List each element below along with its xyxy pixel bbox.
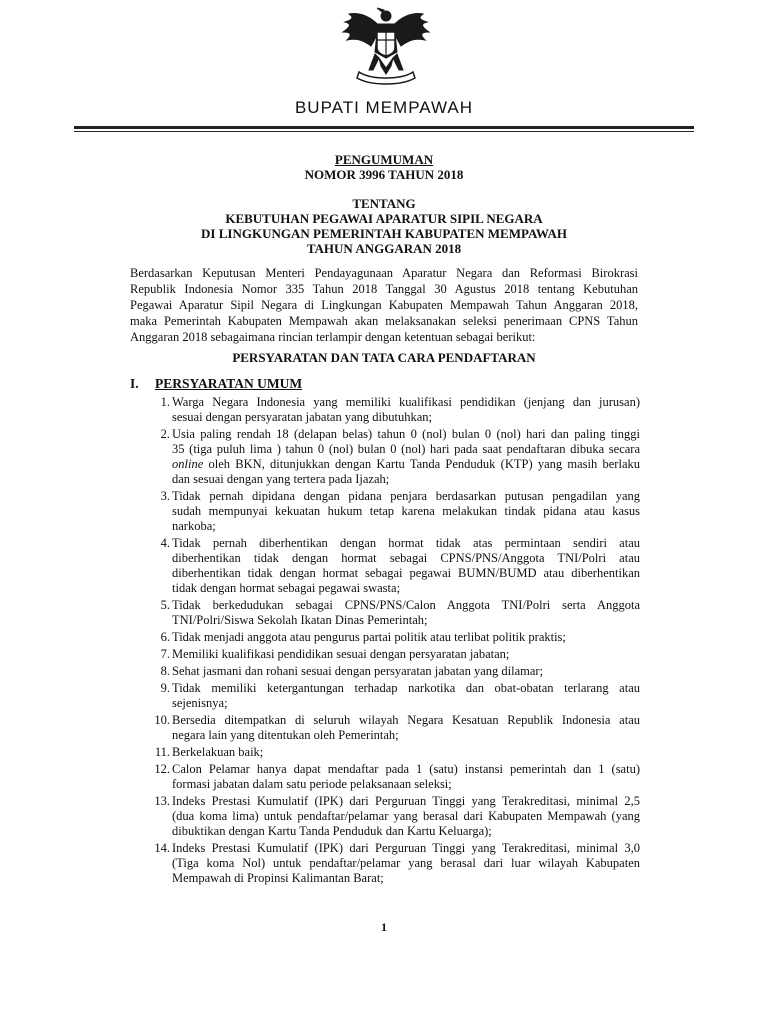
list-item-line: Indeks Prestasi Kumulatif (IPK) dari Perguruan Tinggi yang Terakreditasi, minimal 3,0 xyxy=(172,841,640,855)
requirements-list xyxy=(150,395,640,888)
list-item-line: sesuai dengan persyaratan jabatan yang dibutuhkan; xyxy=(172,410,432,424)
list-item xyxy=(150,427,640,487)
list-item-text xyxy=(172,841,640,886)
list-item xyxy=(150,745,640,760)
list-item-line: Tidak memiliki ketergantungan terhadap narkotika dan obat-obatan terlarang atau xyxy=(172,681,640,695)
list-item xyxy=(150,762,640,792)
section-roman-numeral: I. xyxy=(130,376,139,391)
list-item-text xyxy=(172,427,640,487)
list-item-line: Usia paling rendah 18 (delapan belas) tahun 0 (nol) bulan 0 (nol) hari dan paling tinggi xyxy=(172,427,640,441)
intro-line: Pegawai Aparatur Sipil Negara di Lingkungan Kabupaten Mempawah Tahun Anggaran 2018, xyxy=(130,298,638,312)
list-item xyxy=(150,647,640,662)
list-item-line: Tidak berkedudukan sebagai CPNS/PNS/Calon Anggota TNI/Polri serta Anggota xyxy=(172,598,640,612)
list-item-text xyxy=(172,745,640,760)
list-item-line: formasi jabatan dalam satu periode pelaksanaan seleksi; xyxy=(172,777,452,791)
list-item xyxy=(150,630,640,645)
list-item-text xyxy=(172,647,640,662)
list-item-line: narkoba; xyxy=(172,519,216,533)
list-item-line: dan sesuai dengan yang tertera pada Ijazah; xyxy=(172,472,390,486)
list-item xyxy=(150,395,640,425)
list-item-line: Tidak pernah dipidana dengan pidana penjara berdasarkan putusan pengadilan yang xyxy=(172,489,640,503)
intro-line: maka Pemerintah Kabupaten Mempawah akan melaksanakan seleksi penerimaan CPNS Tahun xyxy=(130,314,638,328)
list-item-number: 12. xyxy=(154,762,170,776)
list-item-text xyxy=(172,489,640,534)
announcement-about: TENTANG xyxy=(352,196,416,211)
list-item-number: 7. xyxy=(160,647,170,661)
list-item-number: 10. xyxy=(154,713,170,727)
intro-paragraph xyxy=(130,265,638,345)
list-item-line: Mempawah di Propinsi Kalimantan Barat; xyxy=(172,871,384,885)
announcement-heading xyxy=(0,152,768,182)
list-item-number: 1. xyxy=(160,395,170,409)
list-item-number: 4. xyxy=(160,536,170,550)
list-item-number: 13. xyxy=(154,794,170,808)
list-item-line: sudah mempunyai kekuatan hukum tetap karena melakukan tindak pidana atau kasus xyxy=(172,504,640,518)
list-item-line: Bersedia ditempatkan di seluruh wilayah Negara Kesatuan Republik Indonesia atau xyxy=(172,713,640,727)
list-item-text xyxy=(172,536,640,596)
announcement-subject xyxy=(0,196,768,256)
list-item xyxy=(150,536,640,596)
list-item-line: Indeks Prestasi Kumulatif (IPK) dari Perguruan Tinggi yang Terakreditasi, minimal 2,5 xyxy=(172,794,640,808)
list-item-line: sejenisnya; xyxy=(172,696,228,710)
list-item-text xyxy=(172,794,640,839)
list-item-text xyxy=(172,681,640,711)
list-item-text xyxy=(172,762,640,792)
list-item-line: dibuktikan dengan Kartu Tanda Penduduk dan Kartu Keluarga); xyxy=(172,824,492,838)
list-item-line: Warga Negara Indonesia yang memiliki kualifikasi pendidikan (jenjang dan jurusan) xyxy=(172,395,640,409)
list-item xyxy=(150,598,640,628)
list-item-line: Tidak menjadi anggota atau pengurus partai politik atau terlibat politik praktis; xyxy=(172,630,566,644)
header-rule-thin xyxy=(74,131,694,132)
list-item-number: 2. xyxy=(160,427,170,441)
intro-line: Anggaran 2018 sebagaimana rincian terlampir dengan ketentuan sebagai berikut: xyxy=(130,330,536,344)
list-item xyxy=(150,713,640,743)
intro-line: Republik Indonesia Nomor 335 Tahun 2018 Tanggal 30 Agustus 2018 tentang Kebutuhan xyxy=(130,282,638,296)
list-item-line: negara lain yang ditentukan oleh Pemerintah; xyxy=(172,728,399,742)
garuda-emblem-icon xyxy=(341,6,431,92)
list-item-line: TNI/Polri/Siswa Sekolah Ikatan Dinas Pemerintah; xyxy=(172,613,428,627)
list-item-number: 14. xyxy=(154,841,170,855)
list-item-line: tidak dengan hormat sebagai pegawai swasta; xyxy=(172,581,401,595)
list-item-line: Berkelakuan baik; xyxy=(172,745,264,759)
list-item-number: 8. xyxy=(160,664,170,678)
list-item-line: diberhentikan tidak dengan hormat sebagai pegawai BUMN/BUMD atau diberhentikan xyxy=(172,566,640,580)
subject-line: KEBUTUHAN PEGAWAI APARATUR SIPIL NEGARA xyxy=(225,211,543,226)
list-item xyxy=(150,489,640,534)
subject-line: TAHUN ANGGARAN 2018 xyxy=(306,241,462,256)
list-item-number: 5. xyxy=(160,598,170,612)
list-item-number: 6. xyxy=(160,630,170,644)
list-item-text xyxy=(172,713,640,743)
list-item-text xyxy=(172,395,640,425)
announcement-number: NOMOR 3996 TAHUN 2018 xyxy=(304,167,464,182)
list-item xyxy=(150,794,640,839)
list-item xyxy=(150,664,640,679)
list-item-text xyxy=(172,598,640,628)
section-title: PERSYARATAN DAN TATA CARA PENDAFTARAN xyxy=(232,350,536,365)
header-rule-thick xyxy=(74,126,694,129)
list-item-line: 35 (tiga puluh lima ) tahun 0 (nol) bulan 0 (nol) hari pada saat pendaftaran dibuka secara xyxy=(172,442,640,456)
announcement-title: PENGUMUMAN xyxy=(334,152,434,167)
list-item xyxy=(150,841,640,886)
list-item-number: 9. xyxy=(160,681,170,695)
list-item-number: 11. xyxy=(154,745,170,759)
office-title: BUPATI MEMPAWAH xyxy=(294,98,474,117)
list-item-line: diberhentikan tidak dengan hormat sebagai CPNS/PNS/Anggota TNI/Polri atau xyxy=(172,551,640,565)
list-item xyxy=(150,681,640,711)
list-item-line: Sehat jasmani dan rohani sesuai dengan persyaratan jabatan yang dilamar; xyxy=(172,664,544,678)
intro-line: Berdasarkan Keputusan Menteri Pendayagunaan Aparatur Negara dan Reformasi Birokrasi xyxy=(130,266,638,280)
list-item-line: Tidak pernah diberhentikan dengan hormat tidak atas permintaan sendiri atau xyxy=(172,536,640,550)
page-number: 1 xyxy=(381,920,387,934)
list-item-line: (Tiga koma Nol) untuk pendaftar/pelamar yang berasal dari luar wilayah Kabupaten xyxy=(172,856,640,870)
list-item-line: online oleh BKN, ditunjukkan dengan Kartu Tanda Penduduk (KTP) yang masih berlaku xyxy=(172,457,640,471)
list-item-text xyxy=(172,630,640,645)
subject-line: DI LINGKUNGAN PEMERINTAH KABUPATEN MEMPAWAH xyxy=(201,226,567,241)
list-item-text xyxy=(172,664,640,679)
list-item-line: Memiliki kualifikasi pendidikan sesuai dengan persyaratan jabatan; xyxy=(172,647,510,661)
list-item-line: (dua koma lima) untuk pendaftar/pelamar yang berasal dari Kabupaten Mempawah (yang xyxy=(172,809,640,823)
section-heading: PERSYARATAN UMUM xyxy=(155,376,303,391)
list-item-number: 3. xyxy=(160,489,170,503)
list-item-line: Calon Pelamar hanya dapat mendaftar pada 1 (satu) instansi pemerintah dan 1 (satu) xyxy=(172,762,640,776)
